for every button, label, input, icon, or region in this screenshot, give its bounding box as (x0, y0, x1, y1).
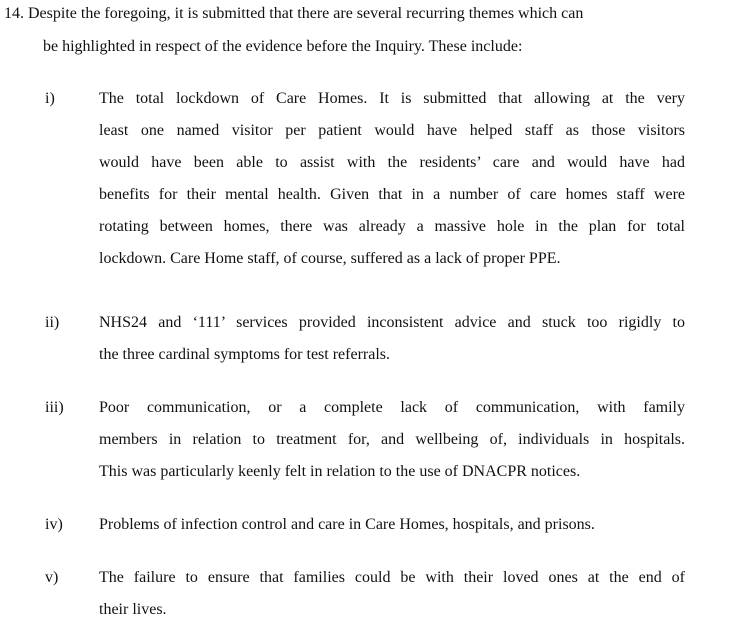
item-i-line-4: benefits for their mental health. Given that in a number of care homes staff were (99, 186, 685, 203)
item-i-line-1: The total lockdown of Care Homes. It is submitted that allowing at the very (99, 90, 685, 107)
item-i-line-3: would have been able to assist with the residents’ care and would have had (99, 154, 685, 171)
item-i-line-2: least one named visitor per patient would have helped staff as those visitors (99, 122, 685, 139)
paragraph-line-2: be highlighted in respect of the evidence before the Inquiry. These include: (43, 38, 523, 55)
item-label-v: v) (45, 569, 59, 586)
paragraph-text (4, 4, 583, 24)
item-ii-line-2: the three cardinal symptoms for test referrals. (99, 346, 390, 363)
paragraph-line-1: Despite the foregoing, it is submitted that there are several recurring themes which can (28, 5, 584, 22)
item-v-line-1: The failure to ensure that families could be with their loved ones at the end of (99, 569, 685, 586)
item-label-iv: iv) (45, 516, 63, 533)
item-label-iii: iii) (45, 399, 64, 416)
item-i-line-6: lockdown. Care Home staff, of course, suffered as a lack of proper PPE. (99, 250, 561, 267)
item-ii-line-1: NHS24 and ‘111’ services provided inconsistent advice and stuck too rigidly to (99, 314, 685, 331)
item-v-line-2: their lives. (99, 601, 167, 618)
item-iii-line-3: This was particularly keenly felt in relation to the use of DNACPR notices. (99, 463, 581, 480)
item-iv-line-1: Problems of infection control and care in Care Homes, hospitals, and prisons. (99, 516, 595, 533)
item-iii-line-1: Poor communication, or a complete lack of communication, with family (99, 399, 685, 416)
paragraph-number: 14. (4, 5, 24, 22)
item-i-line-5: rotating between homes, there was already a massive hole in the plan for total (99, 218, 685, 235)
item-iii-line-2: members in relation to treatment for, and wellbeing of, individuals in hospitals. (99, 431, 685, 448)
item-label-i: i) (45, 90, 55, 107)
item-label-ii: ii) (45, 314, 60, 331)
